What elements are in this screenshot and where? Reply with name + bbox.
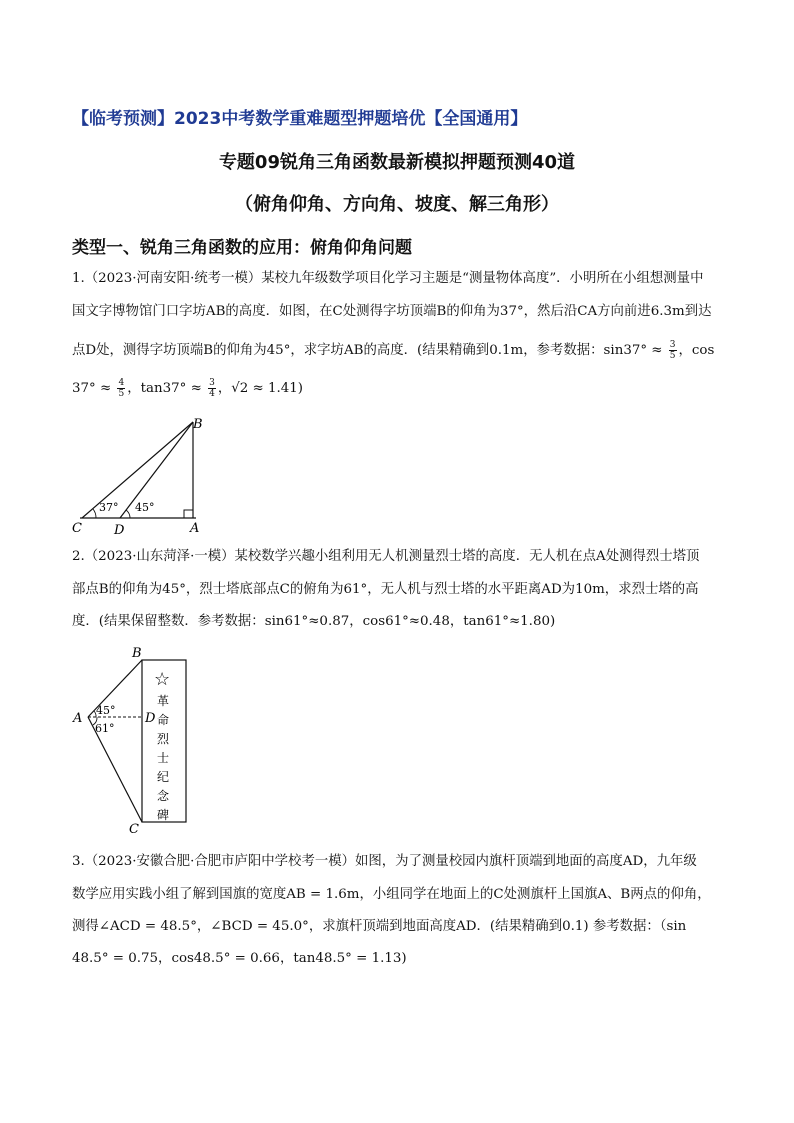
tower-text-3: 士 [157,751,170,765]
problem1-figure [60,410,220,538]
page-title: 专题09锐角三角函数最新模拟押题预测40道 [218,152,576,173]
label-b: B [193,417,203,432]
tower-text-2: 烈 [157,732,170,746]
header-banner: 【临考预测】2023中考数学重难题型押题培优【全国通用】 [72,109,528,129]
label-b: B [132,646,142,661]
problem1-line4: 37° ≈ $\frac{4}{5}$ ，tan37° ≈ $\frac{3}{4}$ ，√2 ≈ 1.41) [72,378,304,399]
tower-text-4: 纪 [157,770,170,784]
angle-label-45: 45° [135,501,155,514]
problem2-line3: 度．(结果保留整数．参考数据：sin61°≈0.87，cos61°≈0.48，tan61°≈1.80) [72,614,556,629]
label-c: C [129,822,139,837]
problem3-line4: 48.5° = 0.75，cos48.5° = 0.66，tan48.5° = 1.13) [72,951,407,966]
problem3-line1: 3.（2023·安徽合肥·合肥市庐阳中学校考一模）如图，为了测量校园内旗杆顶端到地面的高度AD，九年级 [72,854,697,869]
problem3-line2: 数学应用实践小组了解到国旗的宽度AB = 1.6m，小组同学在地面上的C处测旗杆上国旗A、B两点的仰角， [72,887,711,902]
problem2-line1: 2.（2023·山东菏泽·一模）某校数学兴趣小组利用无人机测量烈士塔的高度．无人机在点A处测得烈士塔顶 [72,549,700,564]
fraction-cos37: $\frac{4}{5}$ [118,378,125,399]
problem1-line3-cos: ，cos [678,343,715,358]
problem3-line3: 测得∠ACD = 48.5°，∠BCD = 45.0°，求旗杆顶端到地面高度AD．(结果精确到0.1) 参考数据：（sin [72,919,687,934]
problem2-figure [68,645,198,837]
fraction-sin37: $\frac{3}{5}$ [669,340,676,361]
problem2-line2: 部点B的仰角为45°，烈士塔底部点C的俯角为61°，无人机与烈士塔的水平距离AD为10m，求烈士塔的高 [72,582,699,597]
problem1-line1: 1.（2023·河南安阳·统考一模）某校九年级数学项目化学习主题是“测量物体高度”．小明所在小组想测量中 [72,271,704,286]
page-subtitle: （俯角仰角、方向角、坡度、解三角形） [235,194,559,215]
tower-text-0: 革 [157,694,170,708]
label-a: A [73,711,83,726]
problem1-line2: 国文字博物馆门口字坊AB的高度．如图，在C处测得字坊顶端B的仰角为37°，然后沿CA方向前进6.3m到达 [72,304,712,319]
angle-label-37: 37° [99,501,119,514]
section-title: 类型一、锐角三角函数的应用：俯角仰角问题 [72,238,412,258]
tower-text-1: 命 [157,713,170,727]
label-d: D [114,523,125,538]
fraction-tan37: $\frac{3}{4}$ [209,378,215,399]
angle-label-61: 61° [95,722,115,735]
label-a: A [190,521,200,536]
tower-text-6: 碑 [157,808,170,822]
sight-line-db [120,422,193,518]
angle-label-45: 45° [96,704,116,717]
tower-text-5: 念 [157,789,170,803]
angle-arc-d [126,510,130,518]
problem1-line3-text: 点D处，测得字坊顶端B的仰角为45°，求字坊AB的高度．(结果精确到0.1m，参考数据：sin37° ≈ [72,343,663,358]
label-c: C [72,521,82,536]
right-angle-mark [184,510,193,518]
angle-arc-c [93,509,96,518]
star-icon: ☆ [154,669,171,690]
label-d: D [145,711,156,726]
problem1-line3 [72,340,714,361]
